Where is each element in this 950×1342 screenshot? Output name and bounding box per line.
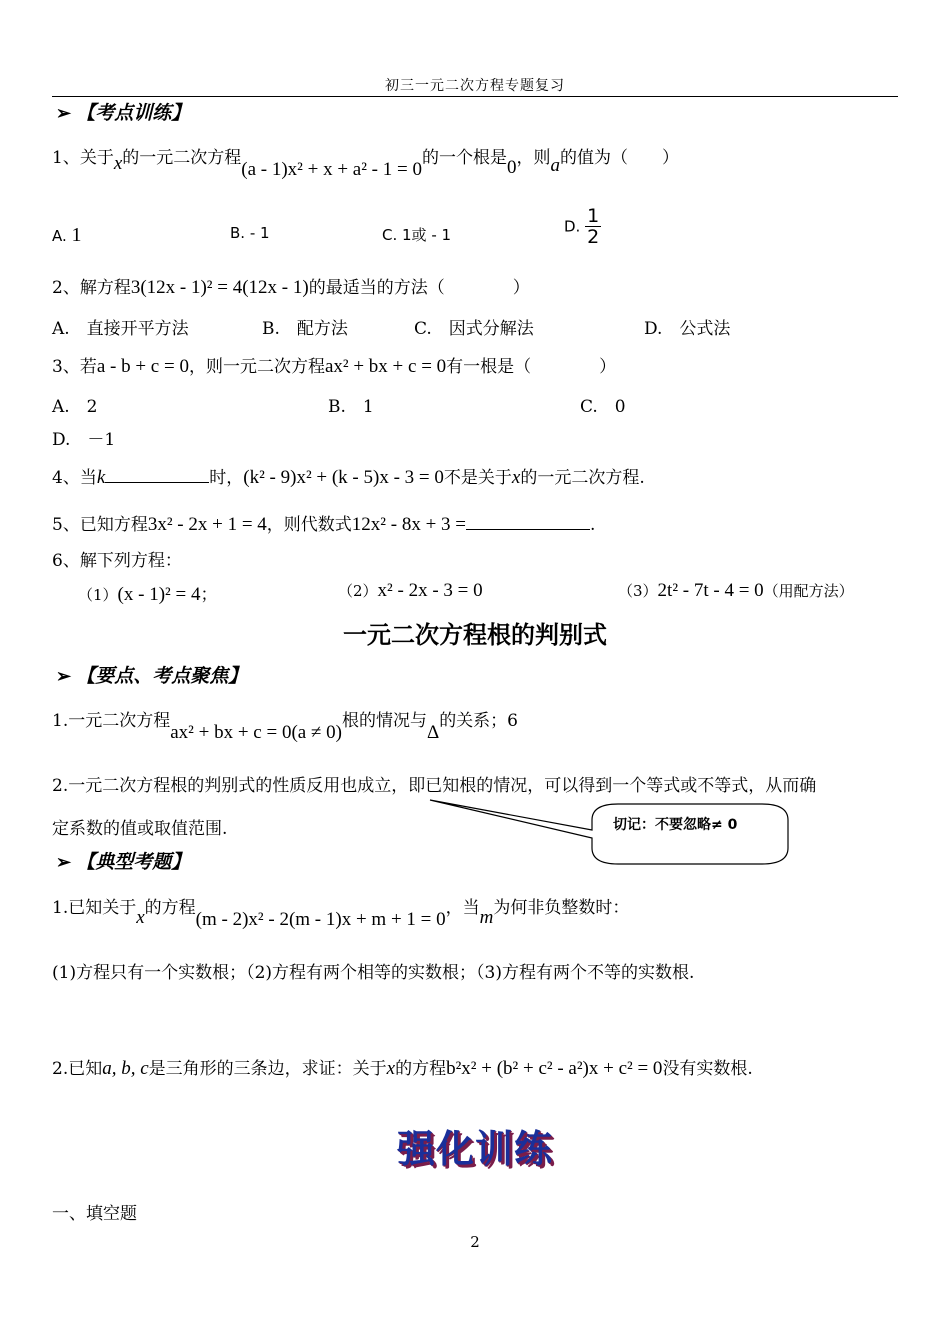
q1-option-c: C. 1或 - 1 [382, 226, 452, 244]
q5-equation: 3x² - 2x + 1 = 4 [147, 514, 267, 535]
q1-text-c: 的一个根是 [421, 148, 507, 168]
q2-equation: 3(12x - 1)² = 4(12x - 1) [130, 277, 309, 298]
q2-option-a: A. 直接开平方法 [52, 319, 189, 339]
question-1 [52, 143, 679, 180]
point1-equation: ax² + bx + c = 0(a ≠ 0) [170, 722, 342, 743]
question-4: 4、当k 时，(k² - 9)x² + (k - 5)x - 3 = 0不是关于x的一元二次方程. [52, 467, 645, 488]
fraction-one-half: $\frac{1}{2}$ [587, 205, 600, 248]
section-heading-training [56, 98, 190, 125]
fill-in-heading: 一、填空题 [52, 1204, 137, 1224]
section-title: 【要点、考点聚焦】 [76, 665, 248, 687]
q1-option-b: B. - 1 [230, 224, 270, 242]
section-heading-typical [56, 847, 190, 874]
q1-var-x: x [113, 153, 123, 174]
callout-bubble [400, 782, 800, 872]
q1-text-d: ，则 [516, 148, 551, 168]
q1-zero: 0 [506, 157, 517, 178]
example-2: 2.已知a, b, c是三角形的三条边，求证：关于x的方程b²x² + (b² + c² - a²)x + c² = 0没有实数根. [52, 1058, 753, 1079]
q1-text-a: 1、关于 [52, 148, 114, 168]
q4-blank[interactable] [105, 482, 209, 483]
example-1: 1.已知关于x的方程(m - 2)x² - 2(m - 1)x + m + 1 = 0，当m为何非负整数时： [52, 898, 630, 930]
point-2-line-1: 2.一元二次方程根的判别式的性质反用也成立，即已知根的情况，可以得到一个等式或不等式，从而确 [52, 776, 817, 796]
page-title: 一元二次方程根的判别式 [343, 621, 607, 649]
arrow-bullet-icon: ➢ [56, 103, 72, 124]
header-rule [52, 96, 898, 97]
question-3: 3、若a - b + c = 0，则一元二次方程ax² + bx + c = 0有一根是（ ） [52, 356, 617, 377]
running-header: 初三一元二次方程专题复习 [385, 78, 565, 94]
q1-text-e: 的值为（ ） [559, 148, 679, 168]
wordart-heading: 强化训练 [396, 1127, 553, 1171]
delta-symbol: Δ [426, 722, 440, 743]
arrow-bullet-icon: ➢ [56, 852, 72, 873]
q5-blank[interactable] [466, 529, 590, 530]
callout-text: 切记：不要忽略≠ 0 [613, 817, 738, 833]
point-1: 1.一元二次方程ax² + bx + c = 0(a ≠ 0)根的情况与Δ的关系；6 [52, 711, 519, 743]
q6-part-2: （2）x² - 2x - 3 = 0 [338, 580, 483, 601]
q2-option-d: D. 公式法 [644, 319, 731, 339]
section-heading-key-points [56, 661, 247, 688]
q6-part-1: （1）(x - 1)² = 4； [78, 584, 218, 605]
q1-equation: (a - 1)x² + x + a² - 1 = 0 [241, 159, 422, 180]
q1-option-d: D. $\frac{1}{2}$ [564, 205, 600, 248]
q3-equation: ax² + bx + c = 0 [324, 356, 447, 377]
arrow-bullet-icon: ➢ [56, 666, 72, 687]
section-title: 【典型考题】 [76, 851, 191, 873]
question-6: 6、解下列方程： [52, 551, 182, 571]
question-2: 2、解方程3(12x - 1)² = 4(12x - 1)的最适当的方法（ ） [52, 277, 530, 298]
q3-option-a: A. 2 [52, 397, 98, 417]
q1-var-a: a [550, 155, 560, 176]
question-5: 5、已知方程3x² - 2x + 1 = 4，则代数式12x² - 8x + 3 = . [52, 514, 596, 535]
q2-option-b: B. 配方法 [262, 319, 348, 339]
point-2-line-2: 定系数的值或取值范围. [52, 819, 228, 839]
q4-equation: (k² - 9)x² + (k - 5)x - 3 = 0 [243, 467, 444, 488]
q1-text-b: 的一元二次方程 [122, 148, 242, 168]
q2-option-c: C. 因式分解法 [414, 319, 534, 339]
page-number: 2 [470, 1233, 480, 1251]
q6-part-3: （3）2t² - 7t - 4 = 0（用配方法） [618, 580, 854, 601]
ex2-equation: b²x² + (b² + c² - a²)x + c² = 0 [446, 1058, 663, 1079]
q3-option-b: B. 1 [328, 397, 374, 417]
example-1-cases: (1)方程只有一个实数根；（2)方程有两个相等的实数根；（3)方程有两个不等的实数根. [52, 963, 695, 983]
section-title: 【考点训练】 [76, 102, 191, 124]
q3-condition: a - b + c = 0 [96, 356, 189, 377]
q1-option-a: A. 1 [52, 224, 82, 246]
q5-expression: 12x² - 8x + 3 = [351, 514, 467, 535]
q3-option-c: C. 0 [580, 397, 626, 417]
q3-option-d: D. －1 [52, 430, 116, 450]
ex1-equation: (m - 2)x² - 2(m - 1)x + m + 1 = 0 [195, 909, 446, 930]
